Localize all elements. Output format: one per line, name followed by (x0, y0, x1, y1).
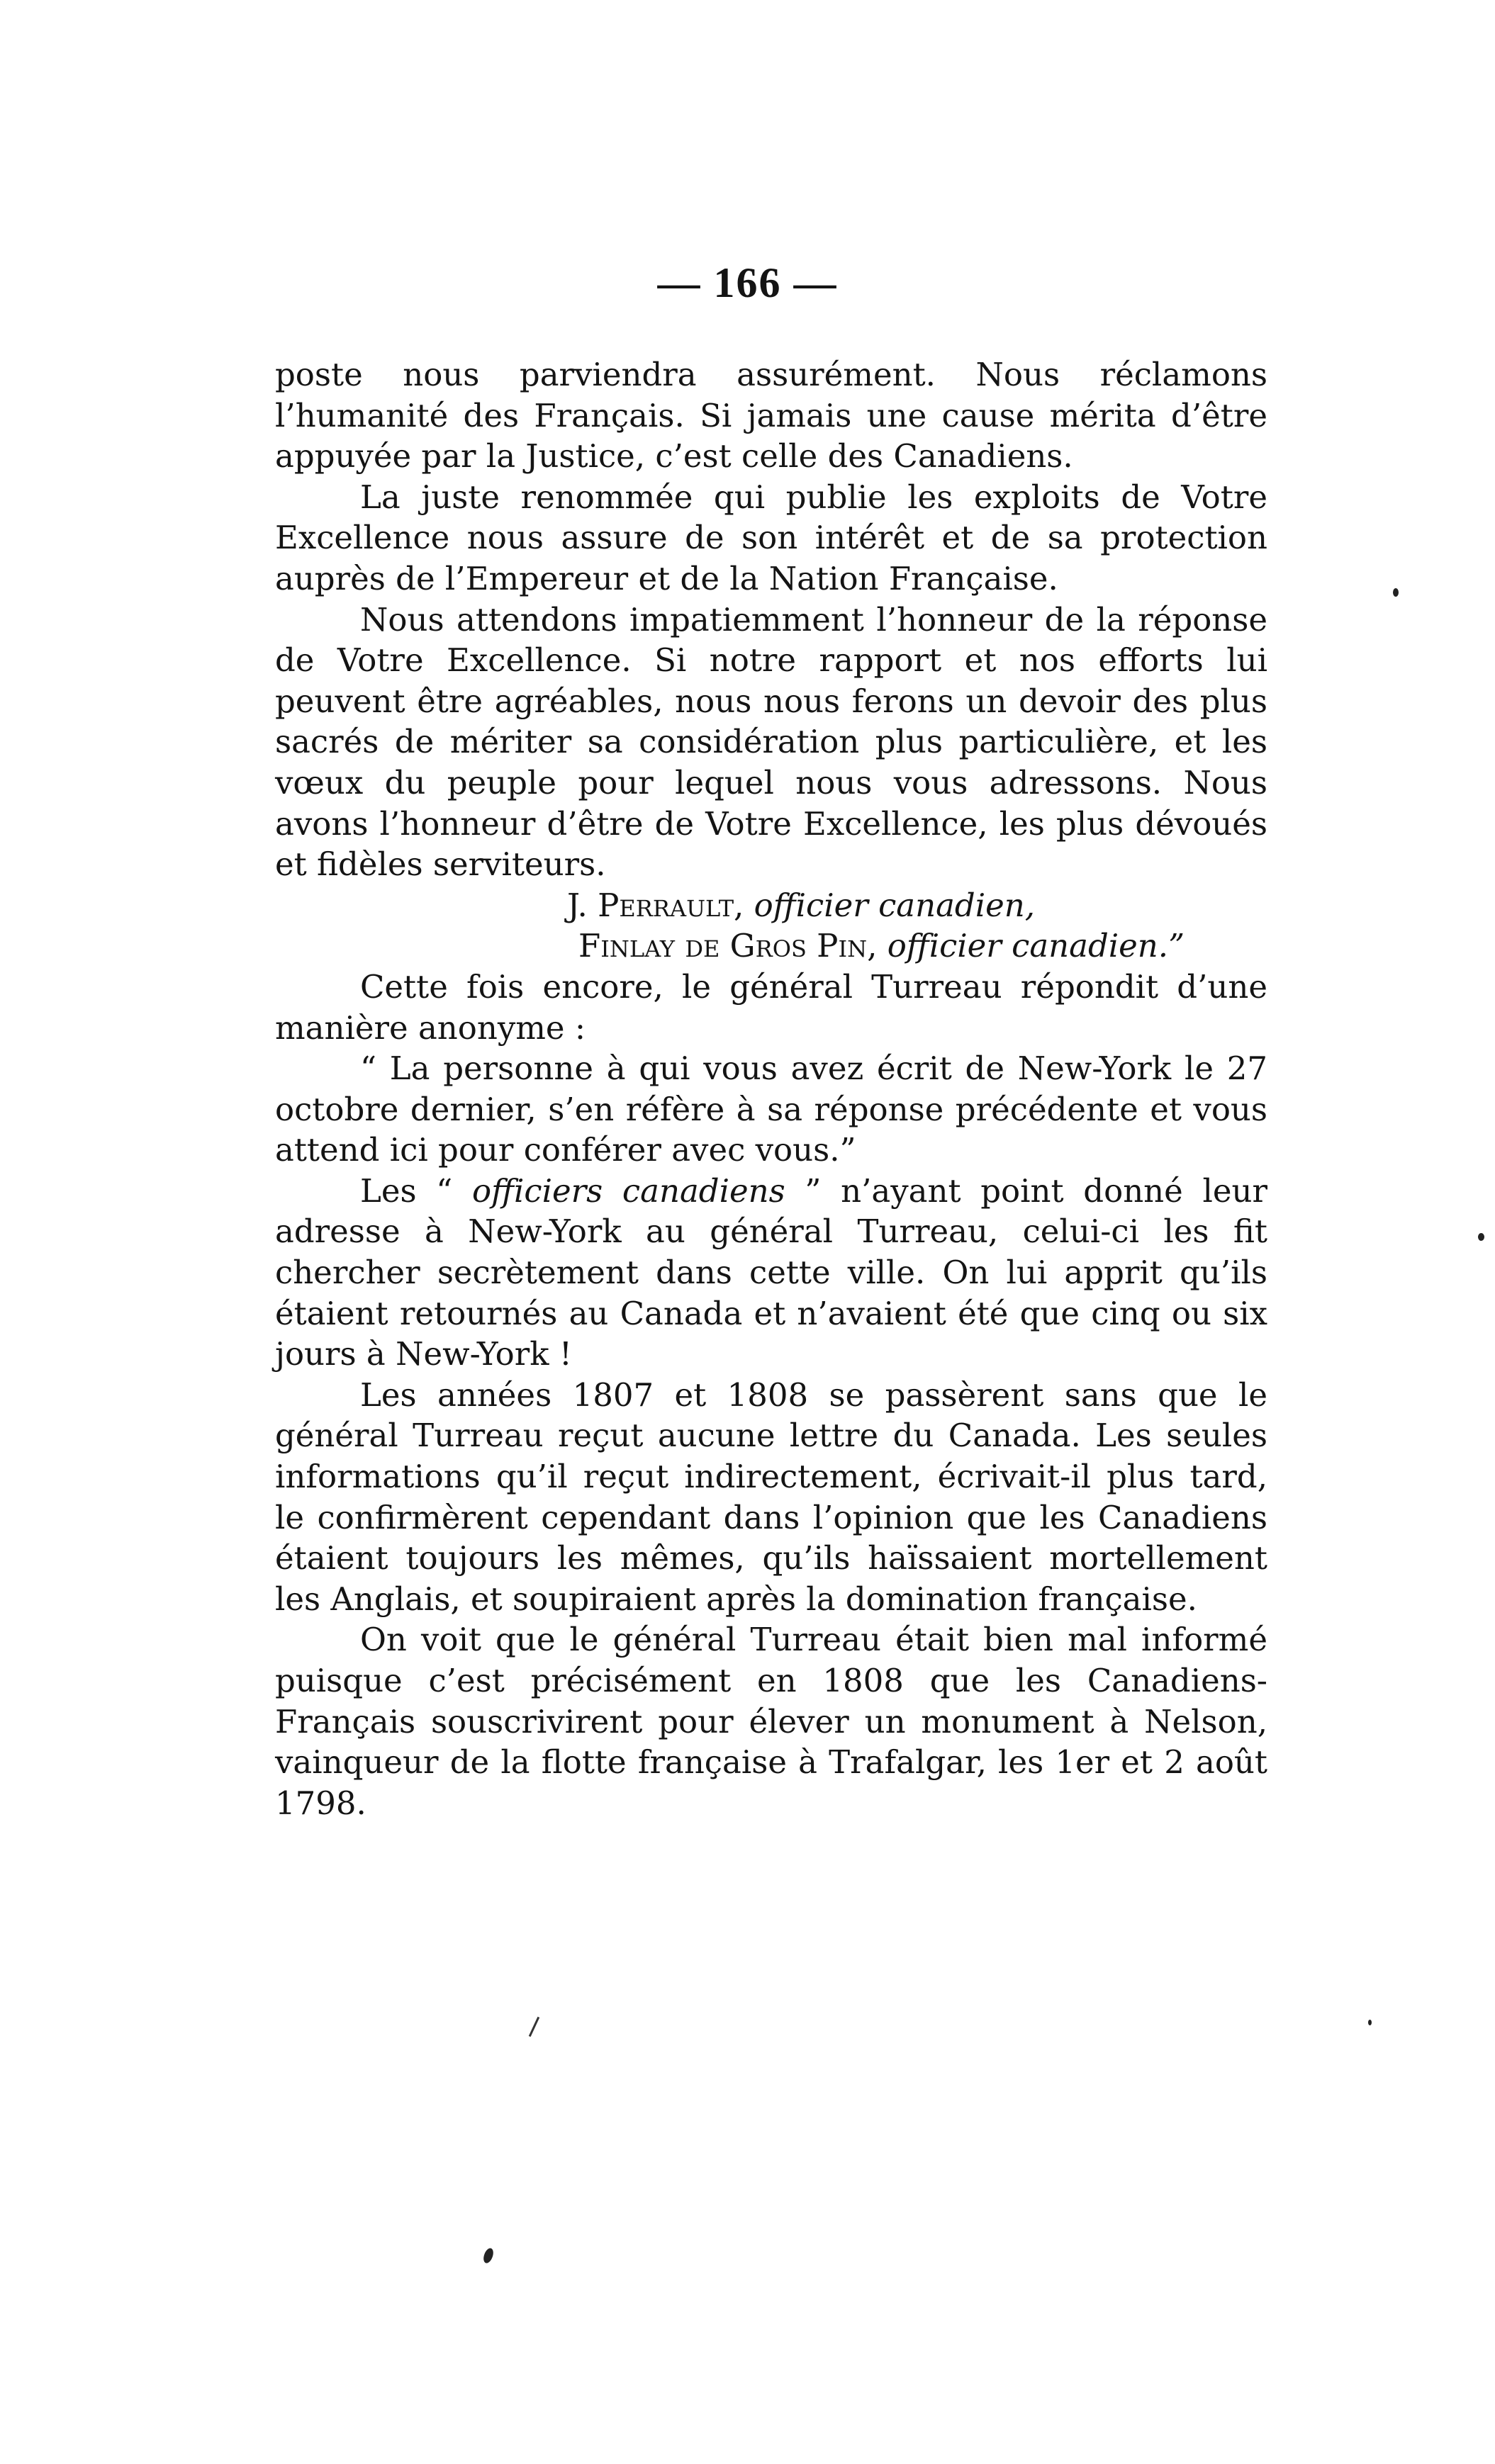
paragraph-2: La juste renommée qui publie les exploits de Votre Excellence nous assure de son intérêt et de sa protection auprès de l’Empereur et de la Nation Française. (275, 478, 1267, 597)
signature-name: J. Perrault, (567, 886, 744, 924)
signature-title: officier canadien, (754, 886, 1036, 924)
scan-speck (1478, 1233, 1484, 1241)
body-text (275, 354, 1267, 1823)
scan-speck (1368, 2020, 1372, 2025)
officiers-before: Les “ (360, 1171, 473, 1210)
paragraph-3: Nous attendons impatiemment l’honneur de la réponse de Votre Excellence. Si notre rapport et nos efforts lui peuvent être agréables, nous nous ferons un devoir des plus sacrés de mériter sa considération plus particulière, et les vœux du peuple pour lequel nous vous adressons. Nous avons l’honneur d’être de Votre Excellence, les plus dévoués et fidèles serviteurs. (275, 600, 1267, 884)
officiers-after: ” n’ayant point donné leur adresse à New-York au général Turreau, celui-ci les fit chercher secrètement dans cette ville. On lui apprit qu’ils étaient retournés au Canada et n’avaient été que cinq ou six jours à New-York ! (275, 1171, 1268, 1373)
quote-paragraph: “ La personne à qui vous avez écrit de New-York le 27 octobre dernier, s’en réfère à sa réponse précédente et vous attend ici pour conférer avec vous.” (275, 1050, 1267, 1169)
paragraph-1: poste nous parviendra assurément. Nous réclamons l’humanité des Français. Si jamais une cause mérita d’être appuyée par la Justice, c’est celle des Canadiens. (275, 356, 1267, 476)
scan-speck (1393, 588, 1399, 597)
signature-finlay (275, 926, 1267, 967)
signature-title: officier canadien.” (887, 927, 1185, 965)
scan-stroke (529, 2017, 539, 2037)
paragraph-annees: Les années 1807 et 1808 se passèrent sans que le général Turreau reçut aucune lettre du Canada. Les seules informations qu’il reçut indirectement, écrivait-il plus tard, le confirmèrent cependant dans l’opinion que les Canadiens étaient toujours les mêmes, qu’ils haïssaient mortellement les Anglais, et soupiraient après la domination française. (275, 1376, 1267, 1618)
paragraph-4: Cette fois encore, le général Turreau répondit d’une manière anonyme : (275, 967, 1267, 1047)
page-number: — 166 — (657, 259, 838, 306)
officiers-italic: officiers canadiens (472, 1171, 785, 1210)
paragraph-officiers (275, 1171, 1267, 1375)
signature-name: Finlay de Gros Pin, (578, 927, 878, 965)
signature-perrault (275, 885, 1267, 926)
scan-speck (482, 2247, 495, 2265)
paragraph-final: On voit que le général Turreau était bien mal informé puisque c’est précisément en 1808 que les Canadiens-Français souscrivirent pour élever un monument à Nelson, vainqueur de la flotte française à Trafalgar, les 1er et 2 août 1798. (275, 1621, 1267, 1822)
